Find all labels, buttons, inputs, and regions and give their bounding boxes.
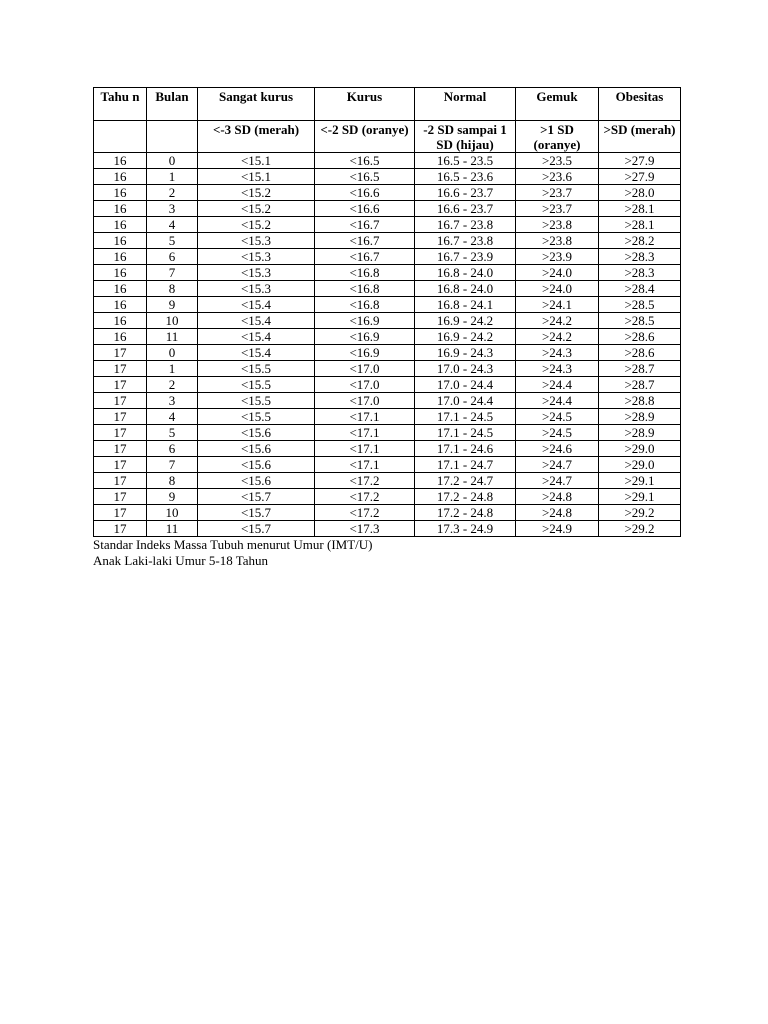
cell-sangat-kurus: <15.5 [198, 361, 315, 377]
cell-kurus: <16.8 [315, 297, 415, 313]
cell-obesitas: >28.7 [599, 377, 681, 393]
cell-bulan: 6 [147, 249, 198, 265]
cell-normal: 16.9 - 24.2 [415, 329, 516, 345]
cell-gemuk: >23.8 [516, 233, 599, 249]
cell-bulan: 1 [147, 361, 198, 377]
cell-normal: 17.1 - 24.5 [415, 409, 516, 425]
cell-sangat-kurus: <15.4 [198, 313, 315, 329]
cell-bulan: 1 [147, 169, 198, 185]
cell-sangat-kurus: <15.2 [198, 217, 315, 233]
cell-obesitas: >28.7 [599, 361, 681, 377]
table-row [94, 233, 681, 249]
cell-gemuk: >23.7 [516, 201, 599, 217]
cell-gemuk: >23.6 [516, 169, 599, 185]
cell-sangat-kurus: <15.2 [198, 185, 315, 201]
subheader-bulan [147, 121, 198, 153]
header-normal: Normal [415, 88, 516, 121]
table-row [94, 249, 681, 265]
cell-bulan: 2 [147, 185, 198, 201]
cell-kurus: <17.0 [315, 361, 415, 377]
cell-obesitas: >29.0 [599, 441, 681, 457]
cell-gemuk: >24.9 [516, 521, 599, 537]
cell-tahun: 16 [94, 153, 147, 169]
cell-tahun: 17 [94, 505, 147, 521]
cell-sangat-kurus: <15.5 [198, 377, 315, 393]
cell-tahun: 16 [94, 201, 147, 217]
cell-sangat-kurus: <15.3 [198, 281, 315, 297]
subheader-gemuk: >1 SD (oranye) [516, 121, 599, 153]
cell-tahun: 16 [94, 281, 147, 297]
cell-gemuk: >24.2 [516, 313, 599, 329]
cell-kurus: <17.2 [315, 473, 415, 489]
cell-obesitas: >28.8 [599, 393, 681, 409]
cell-gemuk: >24.7 [516, 473, 599, 489]
cell-normal: 17.0 - 24.3 [415, 361, 516, 377]
header-tahun: Tahu n [94, 88, 147, 121]
table-caption [93, 537, 680, 569]
cell-sangat-kurus: <15.7 [198, 521, 315, 537]
table-row [94, 281, 681, 297]
cell-sangat-kurus: <15.6 [198, 441, 315, 457]
cell-kurus: <16.6 [315, 201, 415, 217]
cell-tahun: 17 [94, 361, 147, 377]
cell-gemuk: >24.5 [516, 409, 599, 425]
cell-obesitas: >28.2 [599, 233, 681, 249]
cell-normal: 16.9 - 24.2 [415, 313, 516, 329]
cell-tahun: 16 [94, 313, 147, 329]
cell-bulan: 4 [147, 217, 198, 233]
cell-tahun: 17 [94, 377, 147, 393]
cell-tahun: 17 [94, 345, 147, 361]
cell-sangat-kurus: <15.6 [198, 425, 315, 441]
cell-normal: 17.1 - 24.5 [415, 425, 516, 441]
cell-sangat-kurus: <15.7 [198, 505, 315, 521]
table-row [94, 473, 681, 489]
cell-normal: 16.5 - 23.5 [415, 153, 516, 169]
header-gemuk: Gemuk [516, 88, 599, 121]
cell-obesitas: >28.9 [599, 425, 681, 441]
cell-tahun: 16 [94, 265, 147, 281]
cell-kurus: <16.7 [315, 233, 415, 249]
cell-tahun: 17 [94, 425, 147, 441]
cell-gemuk: >24.4 [516, 377, 599, 393]
cell-kurus: <17.2 [315, 489, 415, 505]
cell-sangat-kurus: <15.6 [198, 457, 315, 473]
cell-gemuk: >24.1 [516, 297, 599, 313]
table-row [94, 185, 681, 201]
table-row [94, 153, 681, 169]
cell-normal: 17.2 - 24.8 [415, 489, 516, 505]
cell-normal: 16.8 - 24.0 [415, 265, 516, 281]
cell-obesitas: >29.2 [599, 505, 681, 521]
table-row [94, 201, 681, 217]
subheader-kurus: <-2 SD (oranye) [315, 121, 415, 153]
document-page [93, 87, 680, 569]
cell-normal: 17.1 - 24.6 [415, 441, 516, 457]
cell-sangat-kurus: <15.4 [198, 329, 315, 345]
cell-normal: 16.8 - 24.1 [415, 297, 516, 313]
cell-sangat-kurus: <15.3 [198, 249, 315, 265]
cell-gemuk: >24.6 [516, 441, 599, 457]
cell-gemuk: >24.8 [516, 489, 599, 505]
cell-normal: 17.1 - 24.7 [415, 457, 516, 473]
cell-bulan: 11 [147, 521, 198, 537]
cell-normal: 17.2 - 24.8 [415, 505, 516, 521]
cell-tahun: 17 [94, 473, 147, 489]
cell-kurus: <16.5 [315, 153, 415, 169]
cell-bulan: 4 [147, 409, 198, 425]
cell-kurus: <17.3 [315, 521, 415, 537]
cell-tahun: 17 [94, 409, 147, 425]
cell-gemuk: >24.4 [516, 393, 599, 409]
cell-obesitas: >28.9 [599, 409, 681, 425]
cell-obesitas: >27.9 [599, 169, 681, 185]
cell-normal: 17.0 - 24.4 [415, 377, 516, 393]
subheader-sangat-kurus: <-3 SD (merah) [198, 121, 315, 153]
subheader-normal: -2 SD sampai 1 SD (hijau) [415, 121, 516, 153]
cell-gemuk: >23.9 [516, 249, 599, 265]
subheader-tahun [94, 121, 147, 153]
cell-normal: 17.0 - 24.4 [415, 393, 516, 409]
caption-line-2: Anak Laki-laki Umur 5-18 Tahun [93, 553, 269, 568]
table-row [94, 217, 681, 233]
table-row [94, 361, 681, 377]
table-row [94, 505, 681, 521]
cell-kurus: <16.7 [315, 217, 415, 233]
cell-obesitas: >28.0 [599, 185, 681, 201]
table-row [94, 409, 681, 425]
cell-obesitas: >28.1 [599, 201, 681, 217]
cell-kurus: <16.9 [315, 345, 415, 361]
cell-bulan: 5 [147, 425, 198, 441]
cell-bulan: 6 [147, 441, 198, 457]
cell-tahun: 17 [94, 521, 147, 537]
header-obesitas: Obesitas [599, 88, 681, 121]
header-bulan: Bulan [147, 88, 198, 121]
table-row [94, 521, 681, 537]
cell-bulan: 3 [147, 393, 198, 409]
cell-obesitas: >28.6 [599, 345, 681, 361]
table-row [94, 457, 681, 473]
table-row [94, 377, 681, 393]
cell-bulan: 3 [147, 201, 198, 217]
cell-normal: 16.5 - 23.6 [415, 169, 516, 185]
cell-normal: 17.3 - 24.9 [415, 521, 516, 537]
cell-kurus: <16.9 [315, 313, 415, 329]
cell-obesitas: >29.1 [599, 489, 681, 505]
cell-gemuk: >24.8 [516, 505, 599, 521]
cell-obesitas: >29.1 [599, 473, 681, 489]
cell-tahun: 16 [94, 249, 147, 265]
table-body [94, 153, 681, 537]
cell-bulan: 8 [147, 473, 198, 489]
cell-kurus: <16.8 [315, 281, 415, 297]
cell-bulan: 7 [147, 265, 198, 281]
cell-tahun: 16 [94, 185, 147, 201]
cell-tahun: 16 [94, 297, 147, 313]
cell-normal: 16.7 - 23.8 [415, 233, 516, 249]
cell-gemuk: >24.2 [516, 329, 599, 345]
cell-kurus: <17.1 [315, 441, 415, 457]
cell-obesitas: >29.2 [599, 521, 681, 537]
table-row [94, 313, 681, 329]
cell-sangat-kurus: <15.4 [198, 345, 315, 361]
cell-tahun: 16 [94, 233, 147, 249]
cell-bulan: 2 [147, 377, 198, 393]
cell-gemuk: >24.3 [516, 361, 599, 377]
cell-normal: 16.7 - 23.9 [415, 249, 516, 265]
cell-bulan: 5 [147, 233, 198, 249]
header-row [94, 88, 681, 121]
cell-kurus: <16.9 [315, 329, 415, 345]
cell-gemuk: >24.0 [516, 281, 599, 297]
cell-gemuk: >24.0 [516, 265, 599, 281]
cell-kurus: <16.6 [315, 185, 415, 201]
table-row [94, 345, 681, 361]
table-row [94, 329, 681, 345]
table-row [94, 393, 681, 409]
cell-kurus: <16.5 [315, 169, 415, 185]
cell-bulan: 10 [147, 505, 198, 521]
cell-tahun: 17 [94, 489, 147, 505]
cell-normal: 16.8 - 24.0 [415, 281, 516, 297]
cell-kurus: <17.1 [315, 409, 415, 425]
cell-sangat-kurus: <15.3 [198, 265, 315, 281]
cell-normal: 16.6 - 23.7 [415, 185, 516, 201]
cell-gemuk: >23.7 [516, 185, 599, 201]
cell-tahun: 16 [94, 329, 147, 345]
cell-sangat-kurus: <15.1 [198, 153, 315, 169]
cell-tahun: 17 [94, 457, 147, 473]
cell-gemuk: >23.5 [516, 153, 599, 169]
cell-tahun: 16 [94, 217, 147, 233]
cell-obesitas: >28.1 [599, 217, 681, 233]
cell-kurus: <17.0 [315, 377, 415, 393]
cell-sangat-kurus: <15.7 [198, 489, 315, 505]
cell-gemuk: >24.5 [516, 425, 599, 441]
cell-bulan: 7 [147, 457, 198, 473]
cell-obesitas: >28.5 [599, 313, 681, 329]
cell-sangat-kurus: <15.3 [198, 233, 315, 249]
header-kurus: Kurus [315, 88, 415, 121]
table-row [94, 441, 681, 457]
cell-tahun: 17 [94, 441, 147, 457]
table-row [94, 297, 681, 313]
cell-bulan: 10 [147, 313, 198, 329]
cell-bulan: 0 [147, 153, 198, 169]
subheader-obesitas: >SD (merah) [599, 121, 681, 153]
cell-obesitas: >28.4 [599, 281, 681, 297]
cell-normal: 16.6 - 23.7 [415, 201, 516, 217]
cell-normal: 17.2 - 24.7 [415, 473, 516, 489]
cell-normal: 16.7 - 23.8 [415, 217, 516, 233]
imt-table [93, 87, 681, 537]
cell-obesitas: >27.9 [599, 153, 681, 169]
cell-obesitas: >29.0 [599, 457, 681, 473]
cell-sangat-kurus: <15.5 [198, 393, 315, 409]
cell-bulan: 8 [147, 281, 198, 297]
cell-kurus: <17.0 [315, 393, 415, 409]
cell-obesitas: >28.6 [599, 329, 681, 345]
cell-gemuk: >23.8 [516, 217, 599, 233]
cell-sangat-kurus: <15.6 [198, 473, 315, 489]
cell-gemuk: >24.3 [516, 345, 599, 361]
subheader-row [94, 121, 681, 153]
cell-obesitas: >28.3 [599, 265, 681, 281]
table-row [94, 265, 681, 281]
cell-normal: 16.9 - 24.3 [415, 345, 516, 361]
cell-sangat-kurus: <15.4 [198, 297, 315, 313]
cell-kurus: <16.8 [315, 265, 415, 281]
cell-kurus: <16.7 [315, 249, 415, 265]
cell-sangat-kurus: <15.1 [198, 169, 315, 185]
cell-bulan: 11 [147, 329, 198, 345]
table-row [94, 169, 681, 185]
cell-bulan: 9 [147, 489, 198, 505]
cell-kurus: <17.2 [315, 505, 415, 521]
cell-sangat-kurus: <15.5 [198, 409, 315, 425]
header-sangat-kurus: Sangat kurus [198, 88, 315, 121]
cell-obesitas: >28.3 [599, 249, 681, 265]
cell-tahun: 16 [94, 169, 147, 185]
table-row [94, 425, 681, 441]
cell-kurus: <17.1 [315, 457, 415, 473]
cell-sangat-kurus: <15.2 [198, 201, 315, 217]
cell-bulan: 9 [147, 297, 198, 313]
cell-kurus: <17.1 [315, 425, 415, 441]
cell-obesitas: >28.5 [599, 297, 681, 313]
cell-bulan: 0 [147, 345, 198, 361]
table-row [94, 489, 681, 505]
caption-line-1: Standar Indeks Massa Tubuh menurut Umur (IMT/U) [93, 537, 373, 552]
cell-tahun: 17 [94, 393, 147, 409]
cell-gemuk: >24.7 [516, 457, 599, 473]
